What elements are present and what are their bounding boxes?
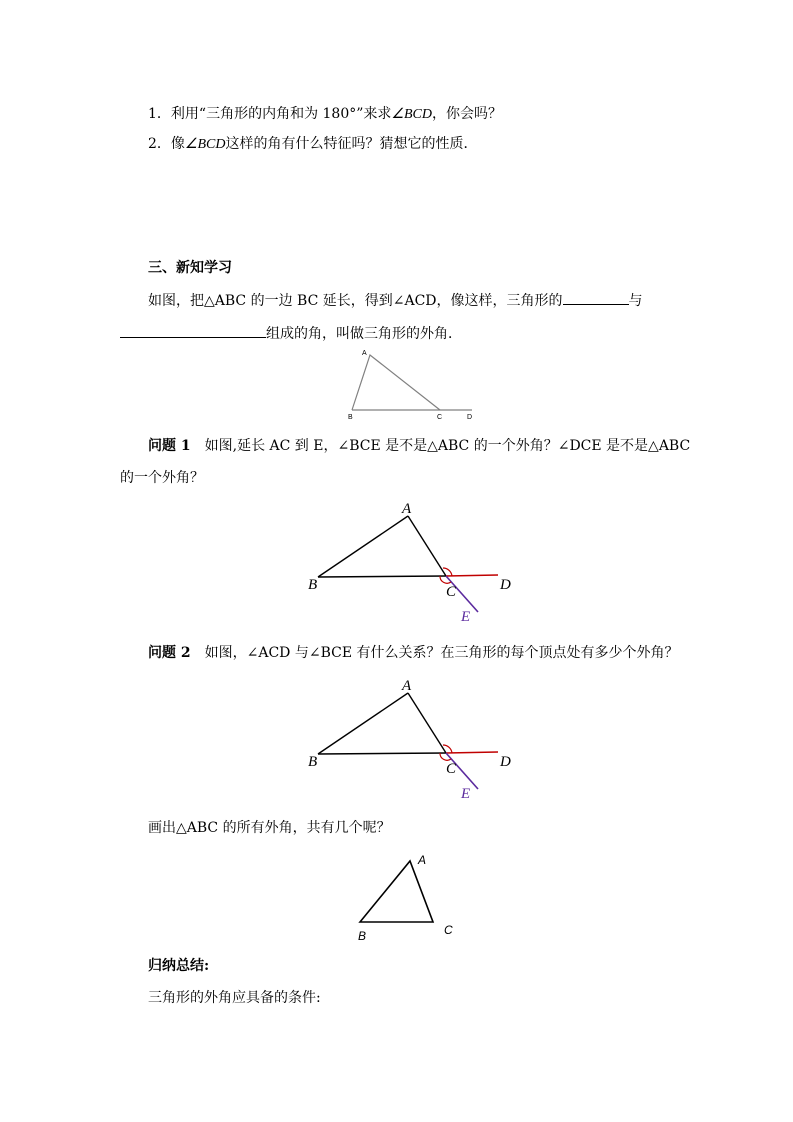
figure-1-label-d: D <box>467 414 473 421</box>
problem-2-text: 如图，∠ACD 与∠BCE 有什么关系？在三角形的每个顶点处有多少个外角？ <box>204 645 679 661</box>
figure-1-label-c: C <box>437 414 443 421</box>
figure-3-label-d: D <box>500 754 511 770</box>
figure-3-label-c: C <box>446 761 457 777</box>
summary-title: 归纳总结: <box>148 958 210 974</box>
question-1-angle: ∠BCD <box>391 107 432 122</box>
figure-2-triangle <box>308 501 511 625</box>
problem-2-label: 问题 2 <box>148 645 191 661</box>
figure-2-label-b: B <box>308 577 318 593</box>
draw-all-prompt: 画出△ABC 的所有外角，共有几个呢？ <box>148 820 391 836</box>
question-2-angle: ∠BCD <box>184 137 226 152</box>
question-2-text-post: 这样的角有什么特征吗？猜想它的性质． <box>225 136 478 152</box>
figure-2-side-ac <box>408 516 446 576</box>
figure-3-extension-cd <box>446 752 498 753</box>
figure-2-side-ab <box>318 516 408 577</box>
figure-4-label-c: C <box>444 923 453 937</box>
figure-3-triangle <box>308 678 511 802</box>
figure-3-label-a: A <box>402 678 412 694</box>
figure-3-side-ab <box>318 693 408 754</box>
question-2-number: 2． <box>148 136 171 152</box>
figure-1-label-b: B <box>348 414 353 421</box>
figure-4-sides <box>360 861 433 922</box>
figure-1-sides <box>352 355 440 410</box>
question-2-text-pre: 像 <box>170 136 185 152</box>
figure-3-label-b: B <box>308 754 318 770</box>
question-1-text-post: ，你会吗？ <box>431 106 502 122</box>
section-title: 三、新知学习 <box>148 260 232 276</box>
figure-2-label-a: A <box>402 501 412 517</box>
figure-4-label-b: B <box>358 929 367 943</box>
figure-2-label-e: E <box>461 609 471 625</box>
figure-3-label-e: E <box>461 786 471 802</box>
figure-3-side-ac <box>408 693 446 753</box>
intro-line-1-end: 与 <box>628 293 643 309</box>
problem-1-line-2: 的一个外角？ <box>120 470 204 486</box>
figure-2-label-d: D <box>500 577 511 593</box>
figure-2-angle-arc-acd <box>443 568 452 576</box>
figure-4-label-a: A <box>418 853 427 867</box>
figure-2-extension-cd <box>446 575 498 576</box>
figure-3-angle-arc-acd <box>443 745 452 753</box>
figure-2-label-c: C <box>446 584 457 600</box>
figure-2-side-bc <box>318 576 446 577</box>
question-1-text-pre: 利用“三角形的内角和为 180°”来求 <box>170 106 392 122</box>
question-1-number: 1． <box>148 106 171 122</box>
intro-line-1-text: 如图，把△ABC 的一边 BC 延长，得到∠ACD，像这样，三角形的 <box>148 293 563 309</box>
intro-line-2-text: 组成的角，叫做三角形的外角． <box>266 326 462 342</box>
problem-1-label: 问题 1 <box>148 438 191 454</box>
summary-text: 三角形的外角应具备的条件: <box>148 990 321 1006</box>
problem-1-text-1: 如图,延长 AC 到 E，∠BCE 是不是△ABC 的一个外角？∠DCE 是不是△ABC <box>204 438 691 454</box>
figure-1-label-a: A <box>362 350 367 357</box>
figure-1-triangle <box>348 350 472 421</box>
figure-3-side-bc <box>318 753 446 754</box>
figure-4-triangle <box>358 853 453 943</box>
